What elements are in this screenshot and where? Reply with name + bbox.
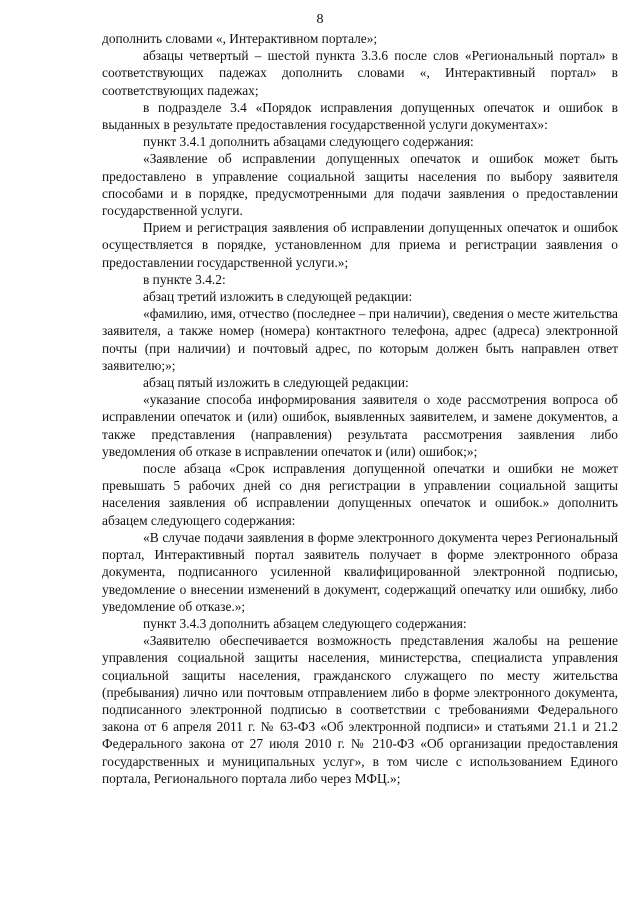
paragraph: Прием и регистрация заявления об исправлении допущенных опечаток и ошибок осуществляется в порядке, установленном для приема и регистрации заявления о предоставлении государственной услуги.»; bbox=[102, 220, 618, 270]
paragraph: «Заявление об исправлении допущенных опечаток и ошибок может быть предоставлено в управление социальной защиты населения по выбору заявителя способами и в порядке, предусмотренными для подачи заявления о предоставлении государственной услуги. bbox=[102, 151, 618, 219]
paragraph: «указание способа информирования заявителя о ходе рассмотрения вопроса об исправлении опечаток и (или) ошибок, выявленных заявителем, и замене документов, а также представления (направления) результата рассмотрения заявления либо уведомления об отказе в исправлении опечаток и (или) ошибок;»; bbox=[102, 392, 618, 459]
paragraph: абзацы четвертый – шестой пункта 3.3.6 после слов «Региональный портал» в соответствующих падежах дополнить словами «, Интерактивный портал» в соответствующих падежах; bbox=[102, 48, 618, 98]
paragraph: дополнить словами «, Интерактивном портале»; bbox=[102, 31, 378, 46]
paragraph: в подразделе 3.4 «Порядок исправления допущенных опечаток и ошибок в выданных в результате предоставления государственной услуги документах»: bbox=[102, 99, 618, 133]
paragraph: абзац пятый изложить в следующей редакции: bbox=[143, 375, 409, 391]
paragraph: после абзаца «Срок исправления допущенной опечатки и ошибки не может превышать 5 рабочих дней со дня регистрации в управлении социальной защиты населения заявления об исправлении допущенных опечаток и ошибок.» дополнить абзацем следующего содержания: bbox=[102, 461, 618, 528]
paragraph: пункт 3.4.1 дополнить абзацами следующего содержания: bbox=[143, 134, 474, 150]
document-body bbox=[102, 30, 618, 787]
paragraph: «В случае подачи заявления в форме электронного документа через Региональный портал, Интерактивный портал заявитель получает в форме электронного образа документа, подписанного усиленной квалифицированной электронной подписью, уведомление о внесении изменений в документ, содержащий опечатку или ошибку, либо уведомление об отказе.»; bbox=[102, 529, 618, 614]
page-number: 8 bbox=[316, 12, 324, 27]
paragraph: «Заявителю обеспечивается возможность представления жалобы на решение управления социальной защиты населения, министерства, специалиста управления социальной защиты населения, гражданского служащего по месту жительства (пребывания) лично или почтовым отправлением либо в форме электронного документа, подписанного электронной подписью в соответствии с требованиями Федерального закона от 6 апреля 2011 г. № 63-ФЗ «Об электронной подписи» и статьями 21.1 и 21.2 Федерального закона от 27 июля 2010 г. № 210-ФЗ «Об организации предоставления государственных и муниципальных услуг», в том числе с использованием Единого портала, Регионального портала либо через МФЦ.»; bbox=[102, 633, 618, 786]
paragraph: абзац третий изложить в следующей редакции: bbox=[143, 289, 413, 305]
paragraph: в пункте 3.4.2: bbox=[143, 271, 226, 287]
paragraph: «фамилию, имя, отчество (последнее – при наличии), сведения о месте жительства заявителя, а также номер (номера) контактного телефона, адрес (адреса) электронной почты (при наличии) и почтовый адрес, по которым должен быть направлен ответ заявителю;»; bbox=[102, 306, 618, 373]
paragraph: пункт 3.4.3 дополнить абзацем следующего содержания: bbox=[143, 615, 467, 631]
